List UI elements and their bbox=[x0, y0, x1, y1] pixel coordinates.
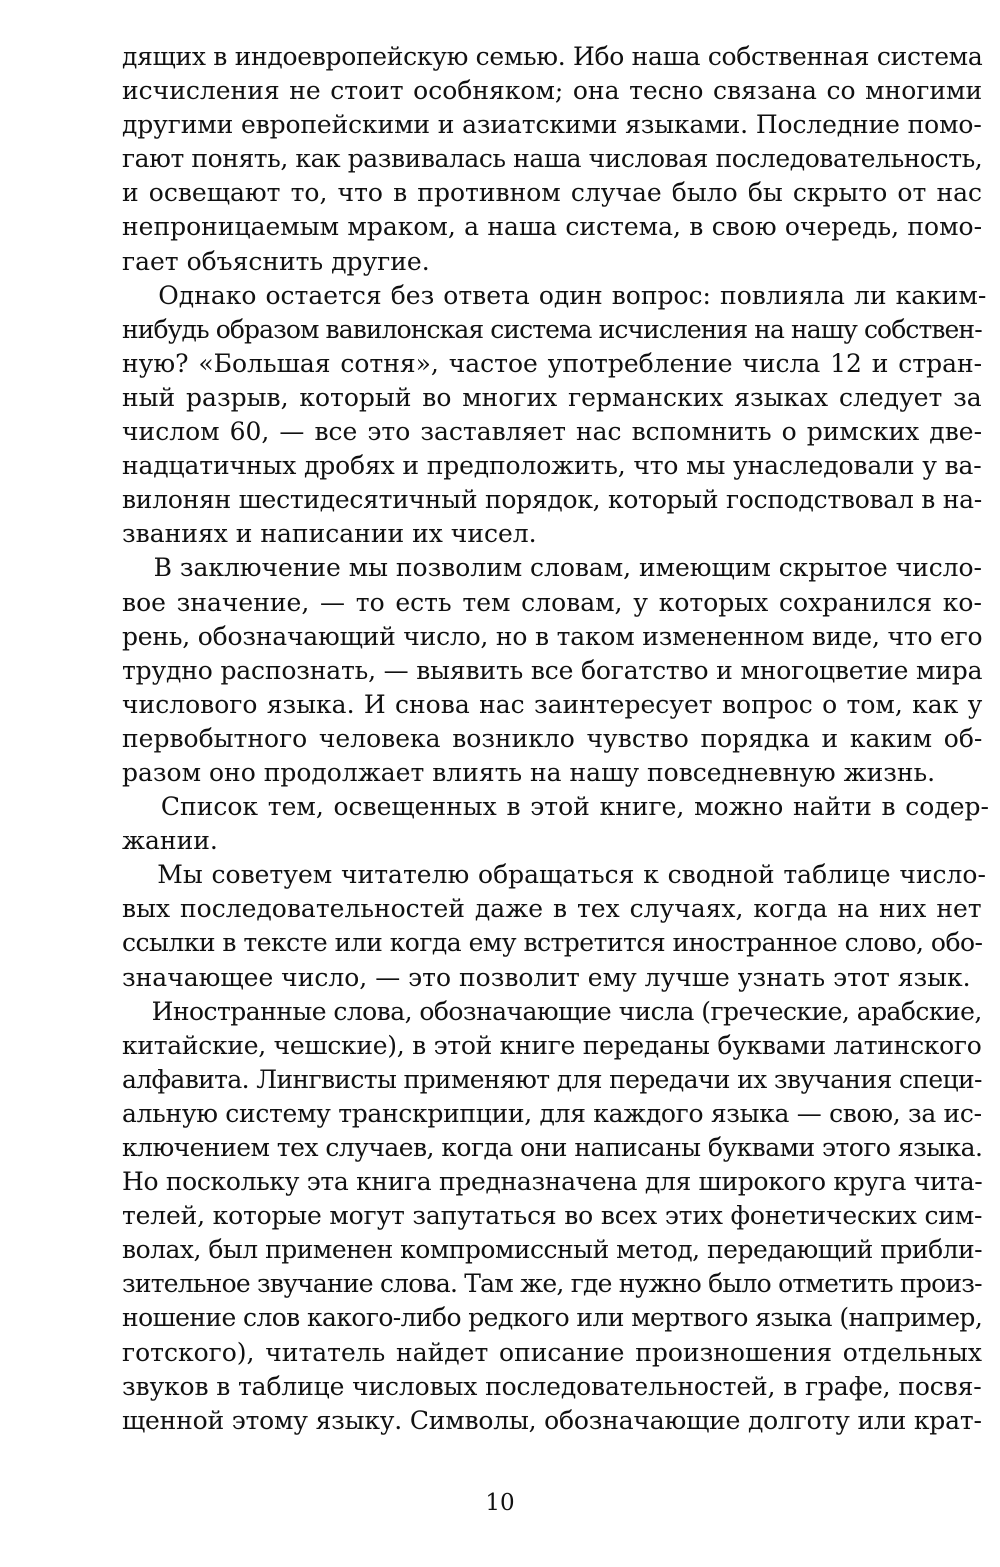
text-line: числового языка. И снова нас заинтересует вопрос о том, как у bbox=[122, 689, 983, 719]
text-line: ссылки в тексте или когда ему встретится иностранное слово, обо- bbox=[122, 928, 983, 958]
text-line: ный разрыв, который во многих германских языках следует за bbox=[122, 382, 982, 412]
text-line: нибудь образом вавилонская система исчисления на нашу собствен- bbox=[122, 314, 982, 344]
text-line: ключением тех случаев, когда они написаны буквами этого языка. bbox=[122, 1133, 983, 1162]
text-line: ношение слов какого-либо редкого или мертвого языка (например, bbox=[122, 1303, 983, 1333]
text-line: гает объяснить другие. bbox=[122, 246, 430, 276]
text-line: другими европейскими и азиатскими языками. Последние помо- bbox=[122, 110, 982, 140]
text-line: дящих в индоевропейскую семью. Ибо наша собственная система bbox=[122, 42, 983, 71]
paragraph bbox=[122, 790, 989, 858]
text-line: рень, обозначающий число, но в таком измененном виде, что его bbox=[122, 621, 983, 651]
text-line: телей, которые могут запутаться во всех этих фонетических сим- bbox=[122, 1201, 983, 1231]
text-line: надцатичных дробях и предположить, что мы унаследовали у ва- bbox=[122, 451, 982, 481]
text-line: ную? «Большая сотня», частое употребление числа 12 и стран- bbox=[122, 348, 983, 378]
text-line: значающее число, — это позволит ему лучше узнать этот язык. bbox=[122, 962, 971, 992]
text-line: вилонян шестидесятичный порядок, который господствовал в на- bbox=[122, 485, 982, 515]
text-line: исчисления не стоит особняком; она тесно связана со многими bbox=[122, 76, 983, 106]
paragraph bbox=[122, 279, 987, 552]
text-line: Список тем, освещенных в этой книге, можно найти в содер- bbox=[122, 792, 989, 822]
text-line: волах, был применен компромиссный метод, передающий прибли- bbox=[122, 1235, 983, 1265]
text-line: В заключение мы позволим словам, имеющим скрытое число- bbox=[122, 553, 982, 583]
text-line: числом 60, — все это заставляет нас вспомнить о римских две- bbox=[122, 417, 983, 447]
text-line: званиях и написании их чисел. bbox=[122, 519, 537, 549]
text-line: щенной этому языку. Символы, обозначающие долготу или крат- bbox=[122, 1405, 982, 1435]
text-line: Но поскольку эта книга предназначена для широкого круга чита- bbox=[122, 1167, 983, 1197]
text-line: альную систему транскрипции, для каждого языка — свою, за ис- bbox=[122, 1098, 982, 1128]
text-line: жании. bbox=[122, 826, 218, 856]
body-text bbox=[122, 40, 989, 1438]
text-line: трудно распознать, — выявить все богатство и многоцветие мира bbox=[122, 655, 983, 685]
text-line: вых последовательностей даже в тех случаях, когда на них нет bbox=[122, 894, 982, 924]
paragraph bbox=[122, 858, 986, 994]
text-line: китайские, чешские), в этой книге переданы буквами латинского bbox=[122, 1030, 982, 1060]
paragraph bbox=[122, 40, 982, 279]
text-line: разом оно продолжает влиять на нашу повседневную жизнь. bbox=[122, 757, 936, 787]
text-line: звуков в таблице числовых последовательностей, в графе, посвя- bbox=[122, 1371, 982, 1401]
text-line: непроницаемым мраком, а наша система, в свою очередь, помо- bbox=[122, 212, 983, 242]
text-line: зительное звучание слова. Там же, где нужно было отметить произ- bbox=[122, 1269, 982, 1299]
paragraph bbox=[122, 995, 982, 1438]
text-line: Мы советуем читателю обращаться к сводной таблице число- bbox=[122, 860, 986, 890]
text-line: алфавита. Лингвисты применяют для передачи их звучания специ- bbox=[122, 1064, 982, 1094]
text-line: Однако остается без ответа один вопрос: повлияла ли каким- bbox=[122, 280, 987, 310]
text-line: и освещают то, что в противном случае было бы скрыто от нас bbox=[122, 178, 983, 208]
text-line: гают понять, как развивалась наша числовая последовательность, bbox=[122, 144, 983, 174]
text-line: вое значение, — то есть тем словам, у которых сохранился ко- bbox=[122, 587, 982, 617]
text-line: первобытного человека возникло чувство порядка и каким об- bbox=[122, 723, 983, 753]
paragraph bbox=[122, 551, 982, 790]
text-line: Иностранные слова, обозначающие числа (греческие, арабские, bbox=[122, 996, 982, 1026]
page-number: 10 bbox=[485, 1490, 515, 1516]
text-line: готского), читатель найдет описание произношения отдельных bbox=[122, 1337, 983, 1367]
